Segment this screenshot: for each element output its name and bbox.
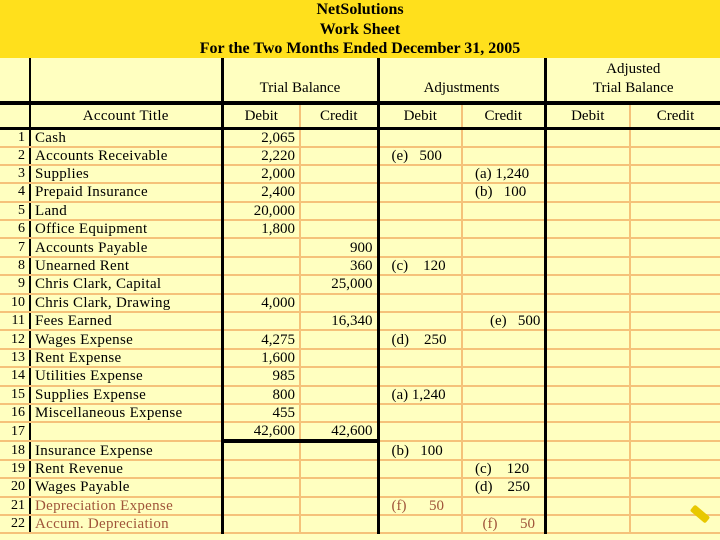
atb-credit bbox=[630, 257, 720, 275]
atb-debit bbox=[545, 183, 630, 201]
account-title: Utilities Expense bbox=[30, 367, 222, 385]
row-number: 2 bbox=[0, 147, 30, 165]
atb-credit bbox=[630, 238, 720, 256]
adj-debit: (e) 500 bbox=[378, 147, 462, 165]
row-number: 1 bbox=[0, 128, 30, 147]
tb-credit bbox=[300, 404, 378, 422]
worksheet-row bbox=[0, 367, 720, 385]
worksheet-row bbox=[0, 147, 720, 165]
adj-credit: (a) 1,240 bbox=[462, 165, 545, 183]
worksheet-row bbox=[0, 330, 720, 348]
account-title: Accum. Depreciation bbox=[30, 515, 222, 533]
atb-debit bbox=[545, 312, 630, 330]
adj-credit bbox=[462, 147, 545, 165]
adj-credit bbox=[462, 128, 545, 147]
tb-debit bbox=[222, 478, 300, 496]
col-account-title: Account Title bbox=[30, 103, 222, 128]
worksheet-row bbox=[0, 422, 720, 441]
tb-credit: 42,600 bbox=[300, 422, 378, 441]
tb-credit bbox=[300, 349, 378, 367]
col-tb-debit: Debit bbox=[222, 103, 300, 128]
atb-credit bbox=[630, 128, 720, 147]
atb-credit bbox=[630, 312, 720, 330]
atb-debit bbox=[545, 257, 630, 275]
worksheet-row bbox=[0, 238, 720, 256]
tb-debit bbox=[222, 515, 300, 533]
row-number: 5 bbox=[0, 202, 30, 220]
tb-credit: 900 bbox=[300, 238, 378, 256]
account-title: Land bbox=[30, 202, 222, 220]
tb-credit bbox=[300, 386, 378, 404]
account-title: Supplies bbox=[30, 165, 222, 183]
tb-credit bbox=[300, 460, 378, 478]
adj-credit bbox=[462, 330, 545, 348]
atb-credit bbox=[630, 404, 720, 422]
row-number: 13 bbox=[0, 349, 30, 367]
tb-debit bbox=[222, 238, 300, 256]
account-title: Rent Revenue bbox=[30, 460, 222, 478]
atb-debit bbox=[545, 497, 630, 515]
atb-debit bbox=[545, 386, 630, 404]
worksheet-row bbox=[0, 220, 720, 238]
account-title: Wages Expense bbox=[30, 330, 222, 348]
row-number: 21 bbox=[0, 497, 30, 515]
account-title: Wages Payable bbox=[30, 478, 222, 496]
adj-debit bbox=[378, 515, 462, 533]
adj-debit bbox=[378, 478, 462, 496]
atb-debit bbox=[545, 422, 630, 441]
tb-credit: 360 bbox=[300, 257, 378, 275]
adj-credit bbox=[462, 441, 545, 459]
adj-credit bbox=[462, 257, 545, 275]
atb-credit bbox=[630, 165, 720, 183]
tb-debit: 985 bbox=[222, 367, 300, 385]
col-atb-credit: Credit bbox=[630, 103, 720, 128]
adj-debit bbox=[378, 422, 462, 441]
worksheet-row bbox=[0, 404, 720, 422]
row-number: 10 bbox=[0, 294, 30, 312]
tb-debit: 2,400 bbox=[222, 183, 300, 201]
account-title bbox=[30, 422, 222, 441]
account-title: Cash bbox=[30, 128, 222, 147]
tb-credit bbox=[300, 497, 378, 515]
tb-debit: 455 bbox=[222, 404, 300, 422]
atb-credit bbox=[630, 497, 720, 515]
row-number: 3 bbox=[0, 165, 30, 183]
worksheet-row bbox=[0, 497, 720, 515]
row-number: 11 bbox=[0, 312, 30, 330]
tb-debit: 42,600 bbox=[222, 422, 300, 441]
adj-debit bbox=[378, 294, 462, 312]
tb-credit bbox=[300, 220, 378, 238]
row-number: 16 bbox=[0, 404, 30, 422]
adj-credit bbox=[462, 386, 545, 404]
row-number: 18 bbox=[0, 441, 30, 459]
atb-credit bbox=[630, 441, 720, 459]
atb-credit bbox=[630, 422, 720, 441]
tb-credit bbox=[300, 367, 378, 385]
adj-debit bbox=[378, 275, 462, 293]
tb-credit bbox=[300, 165, 378, 183]
row-number: 7 bbox=[0, 238, 30, 256]
adj-debit: (f) 50 bbox=[378, 497, 462, 515]
account-title: Supplies Expense bbox=[30, 386, 222, 404]
row-number: 12 bbox=[0, 330, 30, 348]
row-number: 4 bbox=[0, 183, 30, 201]
tb-credit bbox=[300, 183, 378, 201]
tb-credit bbox=[300, 515, 378, 533]
atb-debit bbox=[545, 220, 630, 238]
account-title: Prepaid Insurance bbox=[30, 183, 222, 201]
tb-debit: 1,800 bbox=[222, 220, 300, 238]
worksheet-row bbox=[0, 478, 720, 496]
adj-debit bbox=[378, 128, 462, 147]
adj-debit bbox=[378, 349, 462, 367]
atb-debit bbox=[545, 330, 630, 348]
row-number: 6 bbox=[0, 220, 30, 238]
tb-credit bbox=[300, 478, 378, 496]
tb-debit bbox=[222, 312, 300, 330]
tb-debit: 4,275 bbox=[222, 330, 300, 348]
worksheet-row bbox=[0, 165, 720, 183]
atb-debit bbox=[545, 294, 630, 312]
worksheet-row bbox=[0, 128, 720, 147]
adj-credit bbox=[462, 422, 545, 441]
adj-credit bbox=[462, 238, 545, 256]
atb-credit bbox=[630, 220, 720, 238]
atb-debit bbox=[545, 367, 630, 385]
account-title: Insurance Expense bbox=[30, 441, 222, 459]
account-title: Unearned Rent bbox=[30, 257, 222, 275]
adj-credit bbox=[462, 202, 545, 220]
worksheet-row bbox=[0, 349, 720, 367]
tb-debit bbox=[222, 460, 300, 478]
atb-debit bbox=[545, 238, 630, 256]
col-atb-debit: Debit bbox=[545, 103, 630, 128]
worksheet-row bbox=[0, 386, 720, 404]
atb-debit bbox=[545, 515, 630, 533]
worksheet-row bbox=[0, 202, 720, 220]
adj-debit bbox=[378, 312, 462, 330]
group-adjustments: Adjustments bbox=[378, 58, 545, 103]
tb-debit: 2,065 bbox=[222, 128, 300, 147]
atb-debit bbox=[545, 128, 630, 147]
tb-credit: 25,000 bbox=[300, 275, 378, 293]
adj-credit bbox=[462, 220, 545, 238]
atb-debit bbox=[545, 275, 630, 293]
atb-credit bbox=[630, 202, 720, 220]
row-number: 17 bbox=[0, 422, 30, 441]
adj-credit bbox=[462, 367, 545, 385]
tb-debit: 20,000 bbox=[222, 202, 300, 220]
tb-credit bbox=[300, 294, 378, 312]
atb-credit bbox=[630, 367, 720, 385]
worksheet-table bbox=[0, 58, 720, 534]
atb-debit bbox=[545, 478, 630, 496]
adj-credit: (e) 500 bbox=[462, 312, 545, 330]
worksheet-row bbox=[0, 294, 720, 312]
account-title: Accounts Receivable bbox=[30, 147, 222, 165]
period: For the Two Months Ended December 31, 2005 bbox=[199, 40, 521, 57]
adj-credit: (d) 250 bbox=[462, 478, 545, 496]
row-number: 22 bbox=[0, 515, 30, 533]
account-title: Accounts Payable bbox=[30, 238, 222, 256]
adj-credit bbox=[462, 404, 545, 422]
adj-debit bbox=[378, 165, 462, 183]
tb-debit: 800 bbox=[222, 386, 300, 404]
row-number: 8 bbox=[0, 257, 30, 275]
group-trial-balance: Trial Balance bbox=[222, 58, 378, 103]
col-tb-credit: Credit bbox=[300, 103, 378, 128]
adj-debit bbox=[378, 220, 462, 238]
atb-debit bbox=[545, 404, 630, 422]
tb-credit bbox=[300, 202, 378, 220]
col-adj-credit: Credit bbox=[462, 103, 545, 128]
sheet-title: Work Sheet bbox=[319, 20, 401, 38]
atb-credit bbox=[630, 460, 720, 478]
account-title: Office Equipment bbox=[30, 220, 222, 238]
account-title: Rent Expense bbox=[30, 349, 222, 367]
atb-debit bbox=[545, 147, 630, 165]
worksheet-header bbox=[0, 0, 720, 58]
tb-credit bbox=[300, 330, 378, 348]
col-adj-debit: Debit bbox=[378, 103, 462, 128]
atb-credit bbox=[630, 183, 720, 201]
tb-debit: 4,000 bbox=[222, 294, 300, 312]
adj-debit: (b) 100 bbox=[378, 441, 462, 459]
worksheet-row bbox=[0, 441, 720, 459]
worksheet-row bbox=[0, 257, 720, 275]
tb-credit bbox=[300, 128, 378, 147]
worksheet-row bbox=[0, 515, 720, 533]
adj-debit bbox=[378, 183, 462, 201]
account-title: Fees Earned bbox=[30, 312, 222, 330]
row-number: 15 bbox=[0, 386, 30, 404]
row-number: 20 bbox=[0, 478, 30, 496]
adj-debit: (d) 250 bbox=[378, 330, 462, 348]
tb-debit: 2,220 bbox=[222, 147, 300, 165]
row-number: 19 bbox=[0, 460, 30, 478]
worksheet-row bbox=[0, 460, 720, 478]
account-title: Miscellaneous Expense bbox=[30, 404, 222, 422]
atb-credit bbox=[630, 275, 720, 293]
row-number: 14 bbox=[0, 367, 30, 385]
atb-debit bbox=[545, 441, 630, 459]
tb-debit: 2,000 bbox=[222, 165, 300, 183]
adj-debit bbox=[378, 367, 462, 385]
tb-debit: 1,600 bbox=[222, 349, 300, 367]
worksheet-row bbox=[0, 183, 720, 201]
adj-debit bbox=[378, 460, 462, 478]
worksheet-row bbox=[0, 312, 720, 330]
adj-debit: (c) 120 bbox=[378, 257, 462, 275]
company-name: NetSolutions bbox=[316, 1, 404, 18]
atb-credit bbox=[630, 330, 720, 348]
adj-credit bbox=[462, 275, 545, 293]
tb-debit bbox=[222, 497, 300, 515]
adj-debit bbox=[378, 238, 462, 256]
row-number: 9 bbox=[0, 275, 30, 293]
atb-credit bbox=[630, 478, 720, 496]
account-title: Depreciation Expense bbox=[30, 497, 222, 515]
adj-credit bbox=[462, 497, 545, 515]
adj-debit bbox=[378, 404, 462, 422]
atb-credit bbox=[630, 386, 720, 404]
atb-debit bbox=[545, 165, 630, 183]
tb-debit bbox=[222, 257, 300, 275]
tb-credit bbox=[300, 147, 378, 165]
atb-credit bbox=[630, 147, 720, 165]
adj-credit bbox=[462, 294, 545, 312]
tb-debit bbox=[222, 275, 300, 293]
adj-credit bbox=[462, 349, 545, 367]
adj-credit: (c) 120 bbox=[462, 460, 545, 478]
atb-credit bbox=[630, 294, 720, 312]
adj-credit: (f) 50 bbox=[462, 515, 545, 533]
tb-credit: 16,340 bbox=[300, 312, 378, 330]
atb-credit bbox=[630, 349, 720, 367]
worksheet-row bbox=[0, 275, 720, 293]
adj-debit: (a) 1,240 bbox=[378, 386, 462, 404]
account-title: Chris Clark, Drawing bbox=[30, 294, 222, 312]
adj-debit bbox=[378, 202, 462, 220]
atb-debit bbox=[545, 460, 630, 478]
atb-debit bbox=[545, 202, 630, 220]
account-title: Chris Clark, Capital bbox=[30, 275, 222, 293]
tb-credit bbox=[300, 441, 378, 459]
group-adjusted-trial-balance: Adjusted Trial Balance bbox=[545, 58, 720, 103]
adj-credit: (b) 100 bbox=[462, 183, 545, 201]
tb-debit bbox=[222, 441, 300, 459]
atb-debit bbox=[545, 349, 630, 367]
